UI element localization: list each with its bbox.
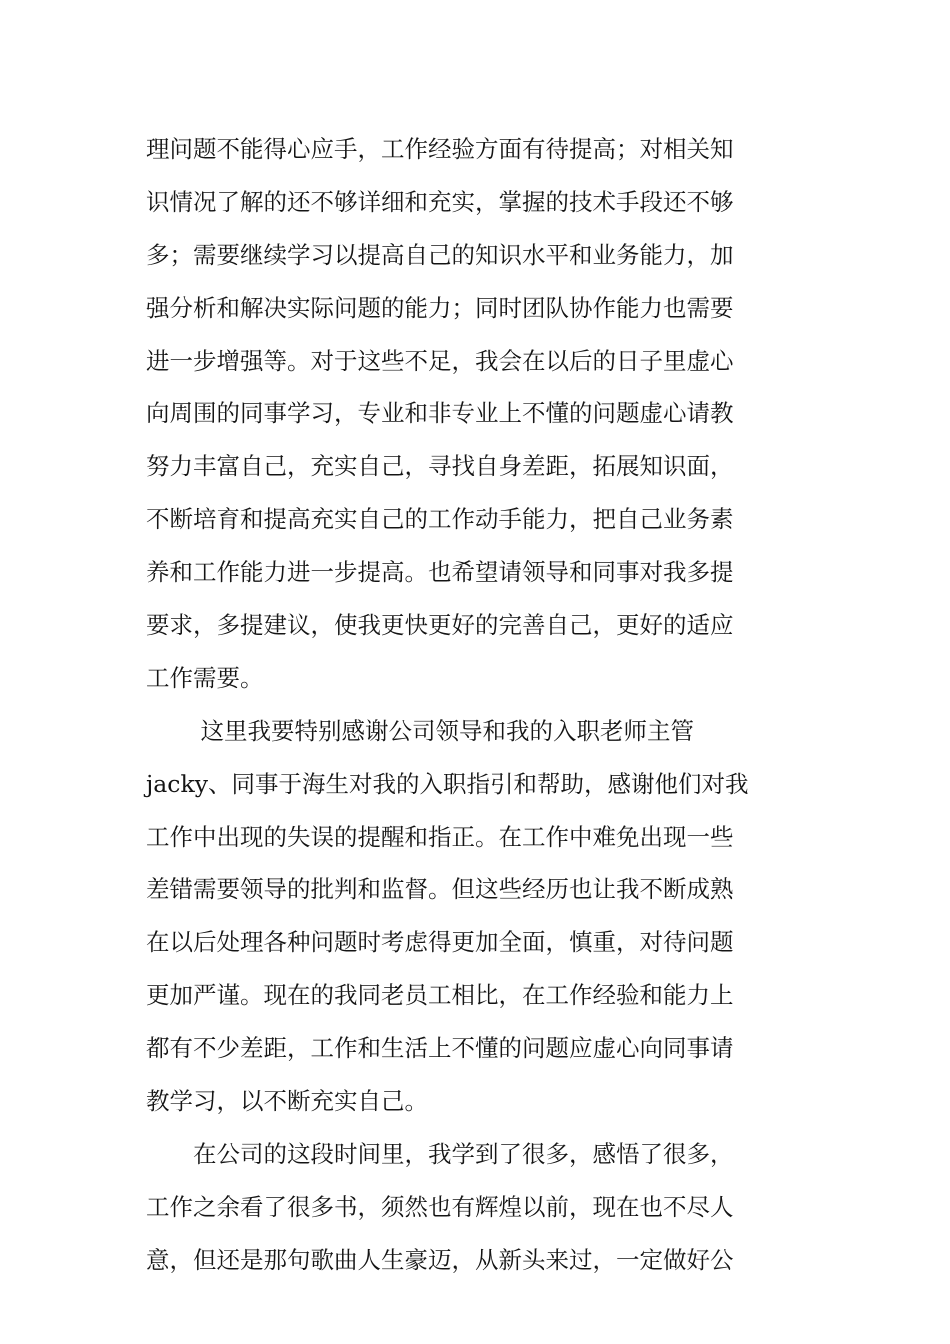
text-line: 工作需要。 [146, 663, 264, 692]
text-line: 工作之余看了很多书，须然也有辉煌以前，现在也不尽人 [146, 1192, 734, 1221]
text-line: 进一步增强等。对于这些不足，我会在以后的日子里虚心 [146, 346, 734, 375]
paragraph-start-line: 在公司的这段时间里，我学到了很多，感悟了很多， [146, 1139, 734, 1168]
text-line: 差错需要领导的批判和监督。但这些经历也让我不断成熟 [146, 875, 734, 904]
text-line: 更加严谨。现在的我同老员工相比，在工作经验和能力上 [146, 981, 734, 1010]
text-line: 要求，多提建议，使我更快更好的完善自己，更好的适应 [146, 611, 734, 640]
text-line: 多；需要继续学习以提高自己的知识水平和业务能力，加 [146, 240, 734, 269]
text-line: 强分析和解决实际问题的能力；同时团队协作能力也需要 [146, 293, 734, 322]
text-line: 养和工作能力进一步提高。也希望请领导和同事对我多提 [146, 558, 734, 587]
text-line: 工作中出现的失误的提醒和指正。在工作中难免出现一些 [146, 822, 734, 851]
text-line: 都有不少差距，工作和生活上不懂的问题应虚心向同事请 [146, 1034, 734, 1063]
text-line: 向周围的同事学习，专业和非专业上不懂的问题虚心请教 [146, 399, 734, 428]
text-line: 不断培育和提高充实自己的工作动手能力，把自己业务素 [146, 505, 734, 534]
body-text [146, 123, 826, 1287]
text-line: 在以后处理各种问题时考虑得更加全面，慎重，对待问题 [146, 928, 734, 957]
text-line: jacky、同事于海生对我的入职指引和帮助，感谢他们对我 [146, 769, 749, 798]
text-line: 教学习，以不断充实自己。 [146, 1087, 428, 1116]
text-line: 努力丰富自己，充实自己，寻找自身差距，拓展知识面， [146, 452, 734, 481]
paragraph-start-line: 这里我要特别感谢公司领导和我的入职老师主管 [146, 716, 694, 745]
text-line: 意，但还是那句歌曲人生豪迈，从新头来过，一定做好公 [146, 1245, 734, 1274]
text-line: 理问题不能得心应手，工作经验方面有待提高；对相关知 [146, 135, 734, 163]
text-line: 识情况了解的还不够详细和充实，掌握的技术手段还不够 [146, 187, 734, 216]
